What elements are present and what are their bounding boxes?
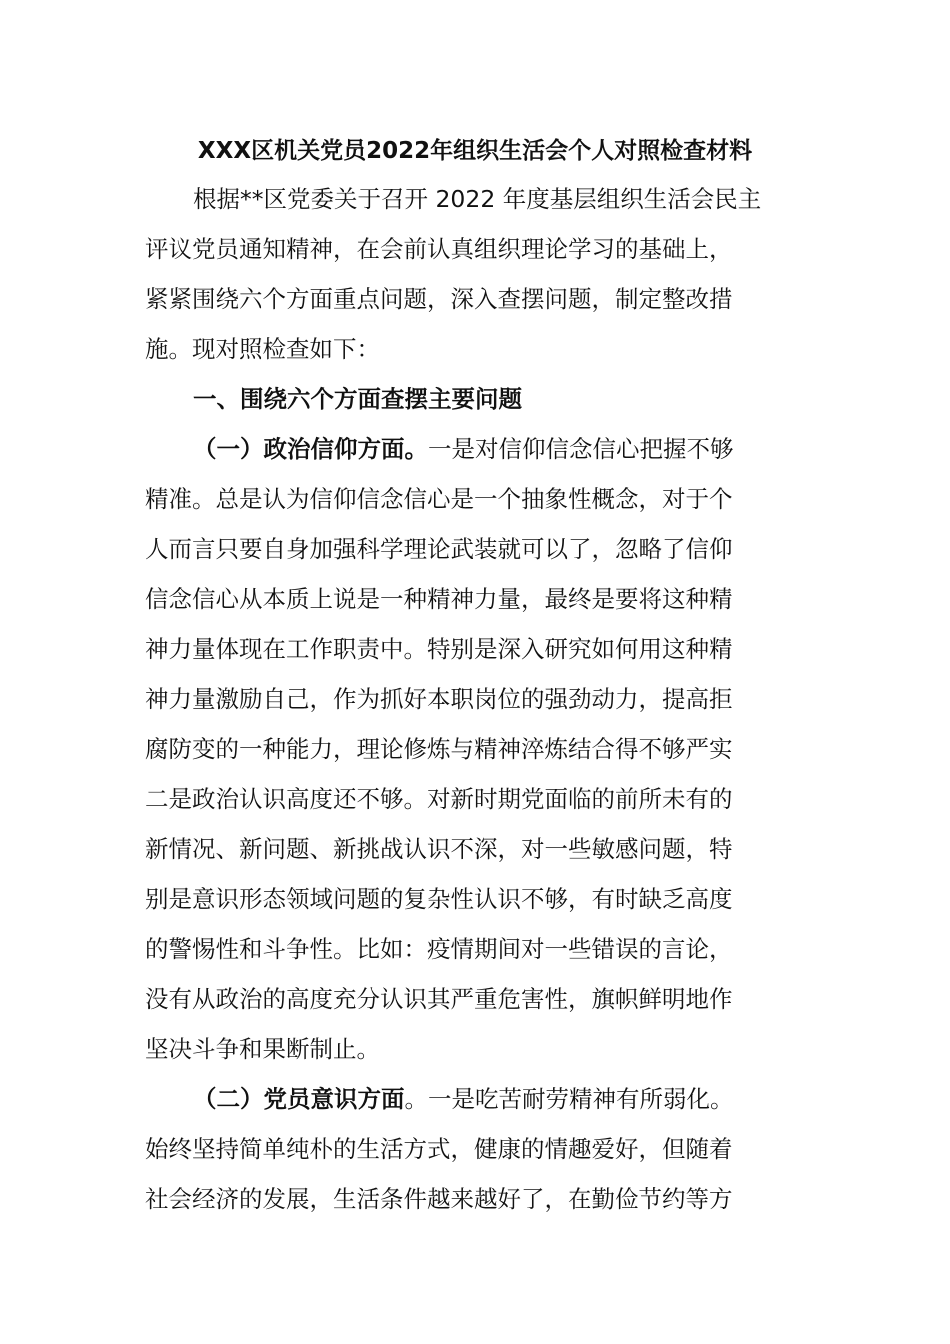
intro-line-2: 评议党员通知精神，在会前认真组织理论学习的基础上， bbox=[145, 235, 733, 263]
part-1-first-line-text: 一是对信仰信念信心把握不够 bbox=[428, 435, 734, 463]
intro-line-4: 施。现对照检查如下： bbox=[145, 335, 380, 363]
part-1-line: 人而言只要自身加强科学理论武装就可以了，忽略了信仰 bbox=[145, 535, 733, 563]
part-1-line: 腐防变的一种能力，理论修炼与精神淬炼结合得不够严实 bbox=[145, 735, 733, 763]
part-1-line: 别是意识形态领域问题的复杂性认识不够，有时缺乏高度 bbox=[145, 885, 733, 913]
part-1-line: 的警惕性和斗争性。比如：疫情期间对一些错误的言论， bbox=[145, 935, 733, 963]
intro-line-3: 紧紧围绕六个方面重点问题，深入查摆问题，制定整改措 bbox=[145, 285, 733, 313]
part-1-line: 信念信心从本质上说是一种精神力量，最终是要将这种精 bbox=[145, 585, 733, 613]
part-1-line: 坚决斗争和果断制止。 bbox=[145, 1035, 380, 1063]
part-1-first-line bbox=[193, 432, 734, 466]
intro-line-1: 根据**区党委关于召开 2022 年度基层组织生活会民主 bbox=[193, 185, 762, 213]
part-2-line: 社会经济的发展，生活条件越来越好了，在勤俭节约等方 bbox=[145, 1185, 733, 1213]
part-1-heading: （一）政治信仰方面。 bbox=[193, 435, 428, 463]
part-1-line: 没有从政治的高度充分认识其严重危害性，旗帜鲜明地作 bbox=[145, 985, 733, 1013]
part-1-line: 新情况、新问题、新挑战认识不深，对一些敏感问题，特 bbox=[145, 835, 733, 863]
part-1-line: 神力量激励自己，作为抓好本职岗位的强劲动力，提高拒 bbox=[145, 685, 733, 713]
part-1-line: 二是政治认识高度还不够。对新时期党面临的前所未有的 bbox=[145, 785, 733, 813]
part-2-heading: （二）党员意识方面 bbox=[193, 1085, 405, 1113]
part-2-first-line-text: 。一是吃苦耐劳精神有所弱化。 bbox=[404, 1085, 734, 1113]
part-1-line: 神力量体现在工作职责中。特别是深入研究如何用这种精 bbox=[145, 635, 733, 663]
part-2-first-line bbox=[193, 1082, 734, 1116]
document-title: XXX区机关党员2022年组织生活会个人对照检查材料 bbox=[197, 138, 753, 164]
part-1-line: 精准。总是认为信仰信念信心是一个抽象性概念，对于个 bbox=[145, 485, 733, 513]
part-2-line: 始终坚持简单纯朴的生活方式，健康的情趣爱好，但随着 bbox=[145, 1135, 733, 1163]
section-1-heading: 一、围绕六个方面查摆主要问题 bbox=[193, 385, 522, 413]
